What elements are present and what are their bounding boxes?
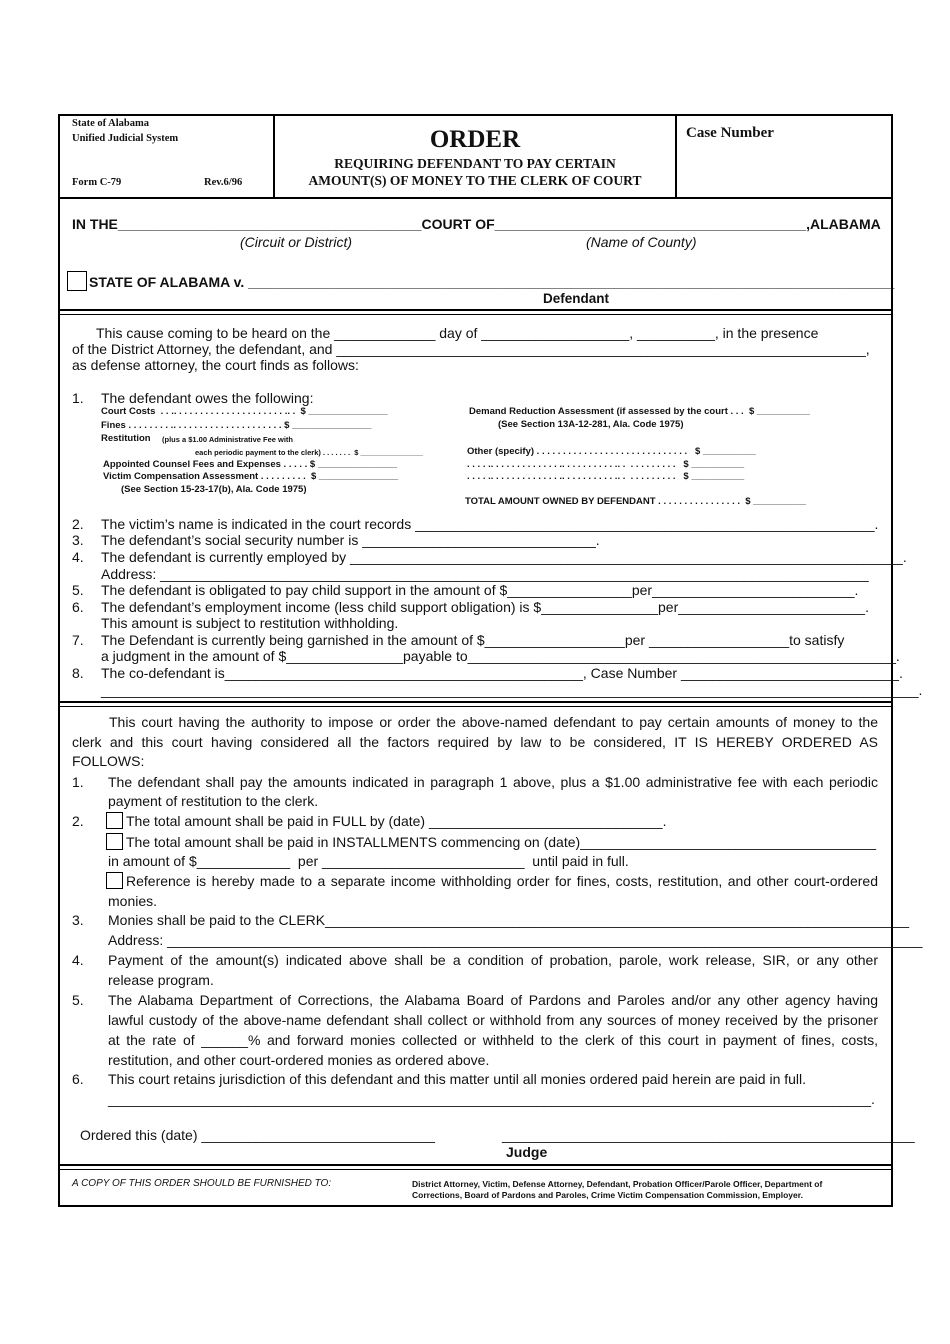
total-amount-field[interactable]: TOTAL AMOUNT OWNED BY DEFENDANT . . . . . . . . . . . . . . . . $ __________ [465, 496, 807, 507]
other-line-1[interactable]: . . . . .. . . . . . . . . . . . . .. . . . . . . . . . .. . . . . . . . . . . $ __________ [467, 459, 745, 470]
form-number: Form C-79 [72, 177, 122, 188]
item-number: 3. [72, 532, 84, 548]
order-1-number: 1. [72, 774, 84, 790]
findings-intro-2: of the District Attorney, the defendant, and ____________________________________________________________________, [72, 341, 870, 357]
garnishment-line[interactable]: The Defendant is currently being garnished in the amount of $__________________per __________________to satisfy [101, 632, 845, 648]
order-4-number: 4. [72, 952, 84, 968]
judge-signature-line[interactable]: _____________________________________________________ [502, 1127, 915, 1143]
order-rule-2 [60, 1169, 891, 1170]
order-6-line-2[interactable]: __________________________________________________________________________________________________. [108, 1091, 875, 1107]
caption-rule-1 [60, 309, 891, 311]
order-intro-1: This court having the authority to impose or order the above-named defendant to pay certain amounts of money to the [109, 714, 878, 730]
state-label: State of Alabama [72, 118, 149, 129]
findings-intro-3: as defense attorney, the court finds as follows: [72, 357, 359, 373]
other-specify-field[interactable]: Other (specify) . . . . . . . . . . . . . . . . . . . . . . . . . . . . . $ __________ [467, 446, 756, 457]
restitution-withholding-note: This amount is subject to restitution withholding. [101, 615, 399, 631]
caption-rule-2 [60, 314, 891, 315]
order-2-number: 2. [72, 813, 84, 829]
child-support-line[interactable]: The defendant is obligated to pay child support in the amount of $________________per__________________________. [101, 582, 859, 598]
income-withholding-checkbox[interactable] [106, 872, 123, 889]
restitution-note: (plus a $1.00 Administrative Fee with [162, 435, 294, 444]
order-title: ORDER [429, 126, 521, 153]
section-13a-note: (See Section 13A-12-281, Ala. Code 1975) [498, 419, 684, 430]
pay-in-full-checkbox[interactable] [106, 812, 123, 829]
order-subtitle-1: REQUIRING DEFENDANT TO PAY CERTAIN [334, 156, 616, 171]
order-5-line-4: restitution, and other court-ordered monies as ordered above. [108, 1052, 490, 1068]
state-v-defendant-line[interactable]: STATE OF ALABAMA v. ___________________________________________________________________________________ [89, 274, 895, 290]
order-intro-3: FOLLOWS: [72, 753, 145, 769]
ssn-line[interactable]: The defendant’s social security number is ______________________________. [101, 532, 600, 548]
item-1-text: The defendant owes the following: [101, 390, 314, 406]
order-5-line-3[interactable]: at the rate of ______% and forward monies collected or withheld to the clerk of this court in payment of fines, costs, [108, 1032, 878, 1048]
item-1-number: 1. [72, 390, 84, 406]
findings-rule-2 [60, 706, 891, 707]
header-divider-right [675, 116, 677, 198]
order-4-line-1: Payment of the amount(s) indicated above shall be a condition of probation, parole, work release, SIR, or any other [108, 952, 878, 968]
county-name-label: (Name of County) [586, 234, 697, 250]
findings-rule-1 [60, 701, 891, 703]
recipients-line-2: Corrections, Board of Pardons and Paroles, Crime Victim Compensation Commission, Employer. [412, 1190, 803, 1200]
order-3-number: 3. [72, 912, 84, 928]
income-withholding-line-1: Reference is hereby made to a separate income withholding order for fines, costs, restitution, and other court-ordered [126, 873, 878, 889]
victim-compensation-field[interactable]: Victim Compensation Assessment . . . . . . . . . $ _______________ [103, 471, 399, 482]
judgment-line[interactable]: a judgment in the amount of $_______________payable to_______________________________________________________. [101, 648, 900, 664]
order-5-number: 5. [72, 992, 84, 1008]
system-label: Unified Judicial System [72, 133, 179, 144]
item-number: 5. [72, 582, 84, 598]
recipients-line-1: District Attorney, Victim, Defense Attorney, Defendant, Probation Officer/Parole Officer, Department of [412, 1179, 823, 1189]
findings-intro-1: This cause coming to be heard on the _____________ day of ___________________, __________, in the presence [96, 325, 819, 341]
clerk-address-line[interactable]: Address: _________________________________________________________________________________________________ [108, 932, 923, 948]
installment-amount-line[interactable]: in amount of $____________ per __________________________ until paid in full. [108, 853, 629, 869]
order-6-line-1: This court retains jurisdiction of this defendant and this matter until all monies ordered paid herein are paid in full. [108, 1071, 807, 1087]
co-defendant-line[interactable]: The co-defendant is______________________________________________, Case Number ____________________________. [101, 665, 903, 681]
installments-line[interactable]: The total amount shall be paid in INSTALLMENTS commencing on (date)______________________________________ [126, 834, 877, 850]
clerk-line[interactable]: Monies shall be paid to the CLERK___________________________________________________________________________ [108, 912, 910, 928]
section-15-note: (See Section 15-23-17(b), Ala. Code 1975) [121, 484, 307, 495]
victim-name-line[interactable]: The victim’s name is indicated in the court records ___________________________________________________________. [101, 516, 879, 532]
order-6-number: 6. [72, 1071, 84, 1087]
restitution-label: Restitution [101, 433, 151, 444]
item-number: 4. [72, 549, 84, 565]
other-line-2[interactable]: . . . . .. . . . . . . . . . . . . .. . . . . . . . . . .. . . . . . . . . . . $ __________ [467, 471, 745, 482]
order-intro-2: clerk and this court having considered all the factors required by law to be considered, IT IS HEREBY ORDERED AS [72, 734, 878, 750]
order-5-line-1: The Alabama Department of Corrections, the Alabama Board of Pardons and Paroles and/or any other agency having [108, 992, 878, 1008]
defendant-label: Defendant [543, 291, 610, 306]
circuit-district-label: (Circuit or District) [240, 234, 352, 250]
employer-address-line[interactable]: Address: ___________________________________________________________________________________________ [101, 566, 869, 582]
item-number: 7. [72, 632, 84, 648]
copy-furnished-label: A COPY OF THIS ORDER SHOULD BE FURNISHED TO: [72, 1178, 332, 1189]
judge-label: Judge [506, 1144, 548, 1160]
state-checkbox[interactable] [67, 271, 87, 291]
ordered-date-line[interactable]: Ordered this (date) ______________________________ [80, 1127, 435, 1143]
revision-label: Rev.6/96 [204, 177, 243, 188]
order-rule-1 [60, 1164, 891, 1166]
header-bottom-rule [60, 197, 891, 199]
income-withholding-line-2: monies. [108, 893, 158, 909]
order-1-line-2: payment of restitution to the clerk. [108, 793, 319, 809]
order-1-line-1: The defendant shall pay the amounts indicated in paragraph 1 above, plus a $1.00 administrative fee with each periodic [108, 774, 878, 790]
restitution-field[interactable]: each periodic payment to the clerk) . . . . . . . $ _______________ [195, 448, 424, 457]
item-number: 8. [72, 665, 84, 681]
appointed-counsel-field[interactable]: Appointed Counsel Fees and Expenses . . . . . $ _______________ [103, 459, 398, 470]
fines-field[interactable]: Fines . . . . . . . . .. . . . . . . . . . . . . . . . . . . . . $ _______________ [101, 420, 372, 431]
demand-reduction-field[interactable]: Demand Reduction Assessment (if assessed by the court . . . $ __________ [469, 406, 810, 417]
order-4-line-2: release program. [108, 972, 214, 988]
case-number-label: Case Number [686, 125, 774, 141]
co-defendant-extra-line[interactable]: _________________________________________________________________________________________________________. [101, 682, 923, 698]
pay-in-full-line[interactable]: The total amount shall be paid in FULL by (date) ______________________________. [126, 813, 667, 829]
court-costs-field[interactable]: Court Costs . . .. . . . . . . . . . . . . . . . . . . . . .. . $ _______________ [101, 406, 388, 417]
employment-income-line[interactable]: The defendant’s employment income (less child support obligation) is $_______________per________________________. [101, 599, 869, 615]
installments-checkbox[interactable] [106, 833, 123, 850]
order-5-line-2: lawful custody of the above-name defendant shall collect or withhold from any sources of money received by the prisoner [108, 1012, 878, 1028]
court-caption-line[interactable]: IN THE_______________________________________COURT OF________________________________________,ALABAMA [72, 216, 881, 232]
item-number: 6. [72, 599, 84, 615]
item-number: 2. [72, 516, 84, 532]
employer-line[interactable]: The defendant is currently employed by _______________________________________________________________________. [101, 549, 907, 565]
court-order-form [58, 114, 923, 1207]
order-subtitle-2: AMOUNT(S) OF MONEY TO THE CLERK OF COURT [308, 173, 642, 188]
